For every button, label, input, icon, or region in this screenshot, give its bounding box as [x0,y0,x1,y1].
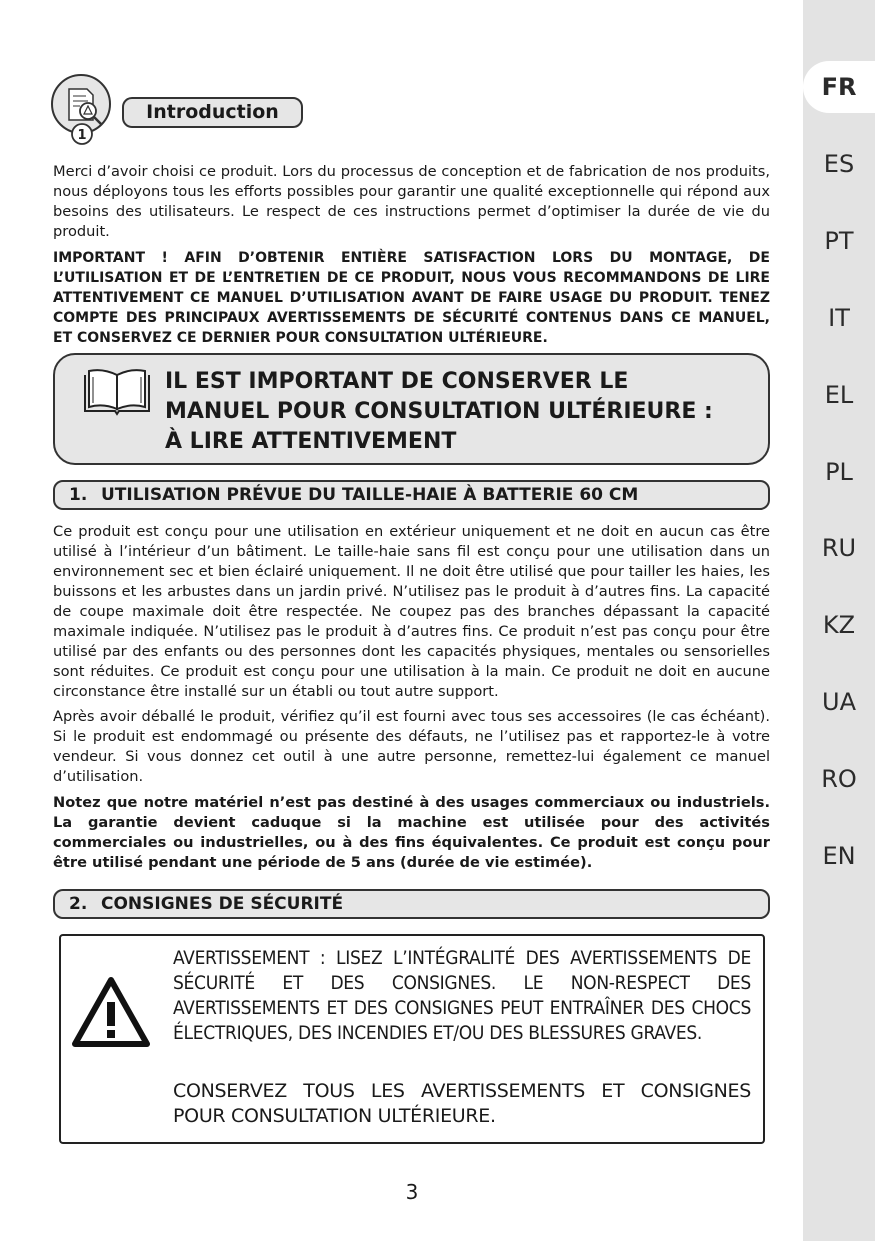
notice-text: IL EST IMPORTANT DE CONSERVER LE MANUEL POUR CONSULTATION ULTÉRIEURE : À LIRE ATTENTIVEMENT [165,369,713,454]
step-number: 1 [77,128,87,143]
intro-heading: Introduction [122,97,303,128]
document-magnifier-icon [50,73,112,143]
language-tab[interactable]: EN [822,842,856,870]
language-tab[interactable]: PT [824,227,854,255]
language-tab[interactable]: IT [828,304,850,332]
manual-notice-box [53,353,770,465]
language-tab[interactable]: EL [824,381,854,409]
section-title: UTILISATION PRÉVUE DU TAILLE-HAIE À BATTERIE 60 CM [101,485,639,505]
language-tab[interactable]: UA [822,688,856,716]
warning-triangle-icon [71,976,151,1048]
language-tab[interactable]: RO [821,765,857,793]
open-book-icon [81,367,153,417]
section-number: 2. [69,894,88,914]
keep-instructions-text: CONSERVEZ TOUS LES AVERTISSEMENTS ET CONSIGNES POUR CONSULTATION ULTÉRIEURE. [173,1080,751,1127]
section-title: CONSIGNES DE SÉCURITÉ [101,894,344,914]
page-number: 3 [405,1180,419,1204]
intro-paragraph: Merci d’avoir choisi ce produit. Lors du processus de conception et de fabrication de nos produits, nous déployons tous les efforts possibles pour garantir une qualité exceptionnelle qui répond aux besoins des utilisateurs. Le respect de ces instructions permet d’optimiser la durée de vie du produit. [53,163,770,240]
safety-warning-box [59,934,765,1144]
important-paragraph: IMPORTANT ! AFIN D’OBTENIR ENTIÈRE SATISFACTION LORS DU MONTAGE, DE L’UTILISATION ET DE L’ENTRETIEN DE CE PRODUIT, NOUS VOUS RECOMMANDONS DE LIRE ATTENTIVEMENT CE MANUEL D’UTILISATION AVANT DE FAIRE USAGE DU PRODUIT. TENEZ COMPTE DES PRINCIPAUX AVERTISSEMENTS DE SÉCURITÉ CONTENUS DANS CE MANUEL, ET CONSERVEZ CE DERNIER POUR CONSULTATION ULTÉRIEURE. [53,250,770,346]
section-number: 1. [69,485,88,505]
language-tab[interactable]: RU [821,534,857,562]
section-heading-1 [53,480,770,510]
warning-text: AVERTISSEMENT : LISEZ L’INTÉGRALITÉ DES AVERTISSEMENTS DE SÉCURITÉ ET DES CONSIGNES. LE NON-RESPECT DES AVERTISSEMENTS ET DES CONSIGNES PEUT ENTRAÎNER DES CHOCS ÉLECTRIQUES, DES INCENDIES ET/OU DES BLESSURES GRAVES. [173,947,751,1044]
intended-use-paragraph: Ce produit est conçu pour une utilisation en extérieur uniquement et ne doit en aucun cas être utilisé à l’intérieur d’un bâtiment. Le taille-haie sans fil est conçu pour une utilisation dans un environnement sec et bien éclairé uniquement. Il ne doit être utilisé que pour tailler les haies, les buissons et les arbustes dans un jardin privé. N’utilisez pas le produit à d’autres fins. La capacité de coupe maximale doit être respectée. Ne coupez pas des branches dépassant la capacité maximale indiquée. N’utilisez pas le produit à d’autres fins. Ce produit n’est pas conçu pour être utilisé par des enfants ou des personnes dont les capacités physiques, mentales ou sensorielles sont réduites. Ce produit est conçu pour une utilisation à la main. Ce produit ne doit en aucune circonstance être installé sur un établi ou tout autre support. [53,523,770,700]
section-heading-2 [53,889,770,919]
language-tab[interactable]: ES [823,150,855,178]
unpacking-paragraph: Après avoir déballé le produit, vérifiez qu’il est fourni avec tous ses accessoires (le cas échéant). Si le produit est endommagé ou présente des défauts, ne l’utilisez pas et rapportez-le à votre vendeur. Si vous donnez cet outil à une autre personne, remettez-lui également ce manuel d’utilisation. [53,708,770,785]
language-tab[interactable]: PL [825,458,853,486]
language-tab-active[interactable]: FR [803,61,875,113]
commercial-use-note: Notez que notre matériel n’est pas destiné à des usages commerciaux ou industriels. La garantie devient caduque si la machine est utilisée pour des activités commerciales ou industrielles, ou à des fins équivalentes. Ce produit est conçu pour être utilisé pendant une période de 5 ans (durée de vie estimée). [53,794,770,871]
language-tab[interactable]: KZ [822,611,856,639]
